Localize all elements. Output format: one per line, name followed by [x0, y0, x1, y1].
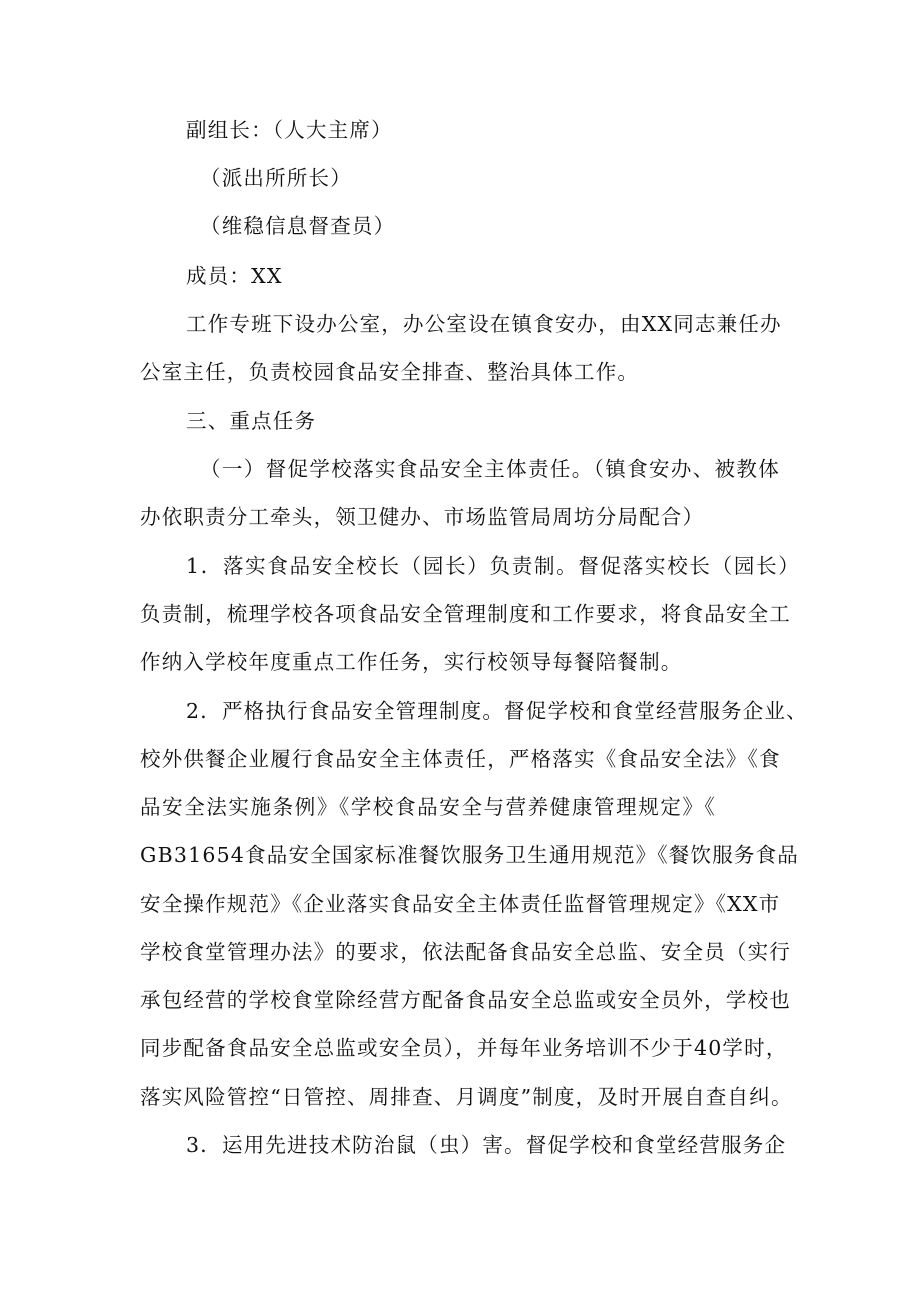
text-line-deputy-leader: 副组长：（人大主席） — [186, 118, 393, 142]
text-line-item2-e: 安全操作规范》《企业落实食品安全主体责任监督管理规定》《XX市 — [140, 892, 781, 916]
text-line-office-1: 工作专班下设办公室，办公室设在镇食安办，由XX同志兼任办 — [186, 312, 782, 336]
text-line-item1-a: 1．落实食品安全校长（园长）负责制。督促落实校长（园长） — [186, 554, 800, 578]
text-line-item1-b: 负责制，梳理学校各项食品安全管理制度和工作要求，将食品安全工 — [140, 602, 791, 626]
text-line-item1-c: 作纳入学校年度重点工作任务，实行校领导每餐陪餐制。 — [140, 650, 683, 674]
text-line-police-chief: （派出所所长） — [200, 166, 352, 190]
text-line-item2-f: 学校食堂管理办法》的要求，依法配备食品安全总监、安全员（实行 — [140, 940, 791, 964]
text-line-item2-i: 落实风险管控“日管控、周排查、月调度”制度，及时开展自查自纠。 — [140, 1085, 793, 1109]
section-heading-key-tasks: 三、重点任务 — [186, 409, 317, 433]
text-line-subsection-1a: （一）督促学校落实食品安全主体责任。（镇食安办、被教体 — [200, 457, 780, 481]
text-line-subsection-1b: 办依职责分工牵头，领卫健办、市场监管局周坊分局配合） — [140, 505, 705, 529]
text-line-item2-d: GB31654食品安全国家标准餐饮服务卫生通用规范》《餐饮服务食品 — [140, 843, 800, 867]
text-line-item3-a: 3．运用先进技术防治鼠（虫）害。督促学校和食堂经营服务企 — [186, 1133, 787, 1157]
text-line-item2-h: 同步配备食品安全总监或安全员），并每年业务培训不少于40学时， — [140, 1036, 788, 1060]
text-line-item2-g: 承包经营的学校食堂除经营方配备食品安全总监或安全员外，学校也 — [140, 988, 791, 1012]
text-line-stability-inspector: （维稳信息督查员） — [200, 214, 396, 238]
text-line-office-2: 公室主任，负责校园食品安全排查、整治具体工作。 — [140, 360, 640, 384]
text-line-item2-b: 校外供餐企业履行食品安全主体责任，严格落实《食品安全法》《食 — [140, 747, 781, 771]
text-line-members: 成员：XX — [186, 264, 283, 288]
text-line-item2-a: 2．严格执行食品安全管理制度。督促学校和食堂经营服务企业、 — [186, 699, 808, 723]
text-line-item2-c: 品安全法实施条例》《学校食品安全与营养健康管理规定》《 — [140, 795, 716, 819]
